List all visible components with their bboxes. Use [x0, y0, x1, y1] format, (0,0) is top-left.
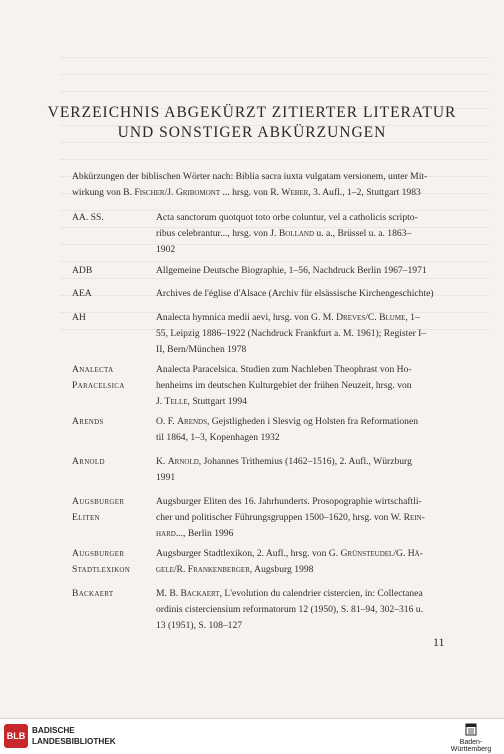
- author-name: Fischer: [134, 186, 165, 198]
- abbreviation-line: Augsburger: [72, 548, 125, 559]
- desc-text: 13 (1951), S. 108–127: [156, 619, 243, 631]
- desc-text: ribus celebrantur..., hrsg. von J.: [156, 227, 277, 239]
- intro-text: /J.: [164, 186, 174, 198]
- abbreviation-description: [156, 263, 442, 279]
- abbreviation: [72, 362, 152, 394]
- intro-text: , 3. Aufl., 1–2, Stuttgart 1983: [308, 186, 421, 198]
- author-name: Arends: [177, 416, 207, 427]
- abbreviation-description: [156, 310, 442, 357]
- library-name-line2: LANDESBIBLIOTHEK: [32, 737, 116, 746]
- author-name: Frankenberger: [187, 563, 250, 575]
- abbreviation-description: [156, 362, 442, 409]
- abbreviation-description: [156, 210, 442, 257]
- abbreviation-description: [156, 546, 442, 578]
- author-name: Gribomont: [175, 186, 221, 198]
- state-name: Baden-Württemberg: [450, 739, 492, 753]
- desc-text: /C.: [365, 312, 377, 323]
- abbreviation: AEA: [72, 288, 92, 299]
- abbreviation-description: [156, 414, 442, 446]
- desc-text: J.: [156, 395, 163, 407]
- desc-text: cher und politischer Führungsgruppen 1500–1620, hrsg. von W.: [156, 511, 402, 523]
- abbreviation-line: Stadtlexikon: [72, 563, 131, 575]
- intro-paragraph: [72, 169, 442, 200]
- library-name: [32, 725, 116, 747]
- desc-text: II, Bern/München 1978: [156, 343, 247, 355]
- author-name: gele: [156, 563, 174, 575]
- desc-text: Acta sanctorum quotquot toto orbe coluntur, vel a catholicis scripto-: [156, 212, 418, 223]
- desc-text: , Augsburg 1998: [249, 563, 314, 575]
- author-name: hard: [156, 527, 176, 539]
- author-name: Blume: [379, 312, 406, 323]
- desc-text: Analecta Paracelsica. Studien zum Nachleben Theophrast von Ho-: [156, 364, 412, 375]
- state-logo: [442, 722, 500, 753]
- library-footer: [0, 718, 504, 754]
- abbreviation-line: Analecta: [72, 364, 114, 375]
- desc-text: , Gejstligheden i Slesvig og Holsten fra Reformationen: [207, 416, 419, 427]
- abbreviation-description: [156, 494, 442, 541]
- desc-text: 1991: [156, 471, 176, 483]
- desc-text: henheims im deutschen Kulturgebiet der frühen Neuzeit, hrsg. von: [156, 379, 412, 391]
- desc-text: Archives de l'église d'Alsace (Archiv für elsässische Kirchengeschichte): [156, 288, 434, 299]
- author-name: Bolland: [278, 227, 315, 239]
- library-name-line1: BADISCHE: [32, 726, 75, 735]
- abbreviation-description: [156, 286, 442, 302]
- desc-text: 1902: [156, 243, 176, 255]
- page-title-line1: VERZEICHNIS ABGEKÜRZT ZITIERTER LITERATUR: [47, 104, 457, 121]
- blb-logo-icon: BLB: [4, 724, 28, 748]
- abbreviation: Arends: [72, 416, 104, 427]
- abbreviation: Arnold: [72, 456, 105, 467]
- abbreviation: Augsburger Eliten: [72, 496, 125, 523]
- abbreviation: Backaert: [72, 588, 114, 599]
- desc-text: ordinis cisterciensium reformatorum 12 (1950), S. 81–94, 302–316 u.: [156, 603, 423, 615]
- abbreviation: ADB: [72, 265, 93, 276]
- abbreviation: [72, 546, 152, 578]
- abbreviation-description: [156, 586, 442, 633]
- author-name: Hä-: [407, 548, 423, 559]
- desc-text: , Stuttgart 1994: [187, 395, 247, 407]
- abbreviation-description: [156, 454, 442, 486]
- desc-text: til 1864, 1–3, Kopenhagen 1932: [156, 431, 280, 443]
- desc-text: /R.: [173, 563, 186, 575]
- abbreviation: AA. SS.: [72, 212, 104, 223]
- author-name: Telle: [164, 395, 188, 407]
- desc-text: Analecta hymnica medii aevi, hrsg. von G. M.: [156, 312, 334, 323]
- desc-text: , Johannes Trithemius (1462–1516), 2. Aufl., Würzburg: [198, 456, 412, 467]
- page-title-line2: UND SONSTIGER ABKÜRZUNGEN: [117, 124, 387, 141]
- desc-text: K.: [156, 456, 166, 467]
- desc-text: , 1–: [405, 312, 420, 323]
- author-name: Weber: [281, 186, 309, 198]
- coat-of-arms-icon: [463, 722, 479, 738]
- desc-text: /G.: [393, 548, 406, 559]
- intro-line1: Abkürzungen der biblischen Wörter nach: Biblia sacra iuxta vulgatam versionem, unter Mit-: [72, 171, 428, 182]
- desc-text: O. F.: [156, 416, 175, 427]
- author-name: Grünsteudel: [340, 548, 394, 559]
- author-name: Rein-: [403, 511, 425, 523]
- author-name: Dreves: [336, 312, 366, 323]
- desc-text: Augsburger Eliten des 16. Jahrhunderts. Prosopographie wirtschaftli-: [156, 496, 422, 507]
- desc-text: u. a., Brüssel u. a. 1863–: [316, 227, 412, 239]
- page-number: 11: [433, 635, 445, 649]
- desc-text: M. B.: [156, 588, 179, 599]
- author-name: Arnold: [167, 456, 199, 467]
- desc-text: , L'evolution du calendrier cistercien, in: Collectanea: [219, 588, 423, 599]
- desc-text: Allgemeine Deutsche Biographie, 1–56, Nachdruck Berlin 1967–1971: [156, 265, 427, 276]
- intro-text: ... hrsg. von R.: [222, 186, 279, 198]
- desc-text: Augsburger Stadtlexikon, 2. Aufl., hrsg. von G.: [156, 548, 339, 559]
- author-name: Backaert: [180, 588, 220, 599]
- abbreviation: AH: [72, 312, 86, 323]
- intro-text: wirkung von B.: [72, 186, 132, 198]
- desc-text: ..., Berlin 1996: [175, 527, 234, 539]
- abbreviation-line: Paracelsica: [72, 379, 125, 391]
- desc-text: 55, Leipzig 1886–1922 (Nachdruck Frankfurt a. M. 1961); Register I–: [156, 327, 427, 339]
